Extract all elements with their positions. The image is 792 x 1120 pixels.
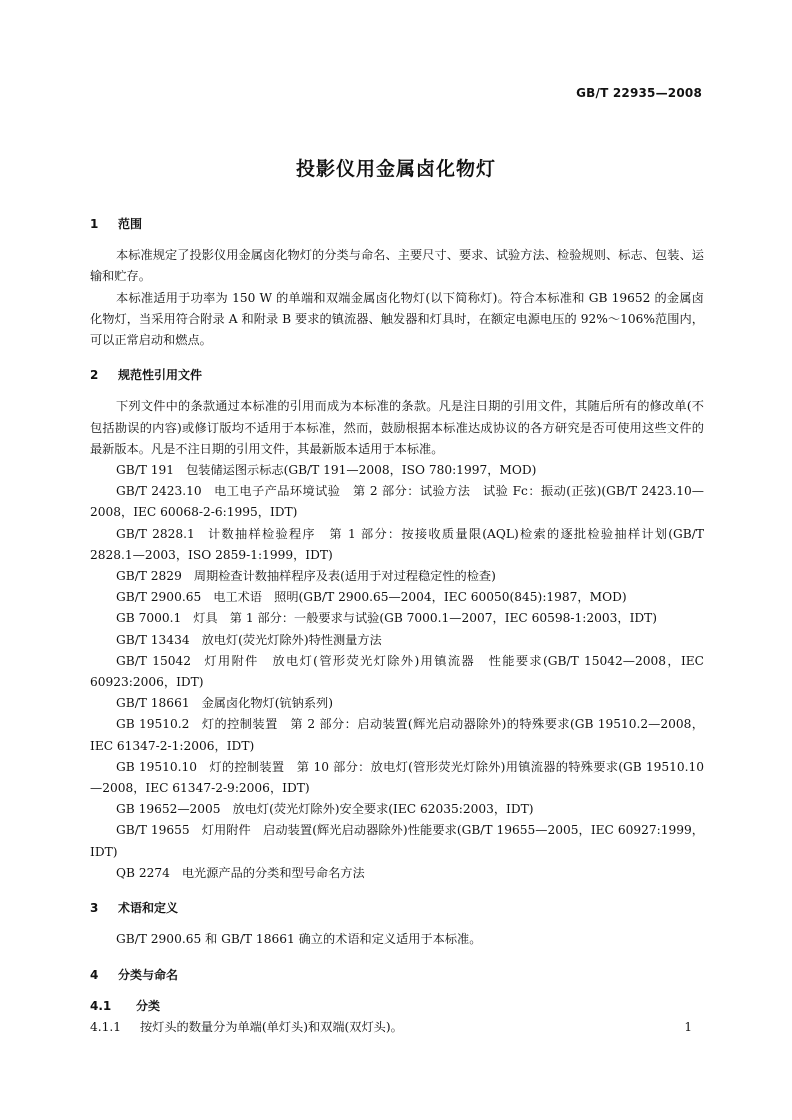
reference-item: GB 19652—2005 放电灯(荧光灯除外)安全要求(IEC 62035:2003，IDT) xyxy=(116,802,534,817)
reference-item: GB 19510.10 灯的控制装置 第 10 部分：放电灯(管形荧光灯除外)用镇流器的特殊要求(GB 19510.10—2008，IEC 61347-2-9:2006，IDT) xyxy=(90,759,704,796)
document-title: 投影仪用金属卤化物灯 xyxy=(295,158,496,180)
page-number: 1 xyxy=(684,1020,692,1034)
section-1-paragraph-2: 本标准适用于功率为 150 W 的单端和双端金属卤化物灯(以下简称灯)。符合本标准和 GB 19652 的金属卤化物灯，当采用符合附录 A 和附录 B 要求的镇流器、触发器和灯具时，在额定电源电压的 92%～106%范围内，可以正常启动和燃点。 xyxy=(90,290,704,348)
section-4-heading: 4 分类与命名 xyxy=(90,967,179,982)
reference-item: GB/T 19655 灯用附件 启动装置(辉光启动器除外)性能要求(GB/T 19655—2005，IEC 60927:1999，IDT) xyxy=(90,823,704,859)
reference-item: QB 2274 电光源产品的分类和型号命名方法 xyxy=(116,865,365,880)
subsection-4-1-heading: 4.1 分类 xyxy=(90,998,161,1013)
reference-item: GB/T 2829 周期检查计数抽样程序及表(适用于对过程稳定性的检查) xyxy=(116,569,496,584)
reference-item: GB/T 2828.1 计数抽样检验程序 第 1 部分：按接收质量限(AQL)检索的逐批检验抽样计划(GB/T 2828.1—2003，ISO 2859-1:1999，IDT) xyxy=(90,526,704,562)
document-body xyxy=(90,214,704,1038)
clause-4-1-1: 4.1.1 按灯头的数量分为单端(单灯头)和双端(双灯头)。 xyxy=(90,1019,403,1034)
reference-item: GB 7000.1 灯具 第 1 部分：一般要求与试验(GB 7000.1—2007，IEC 60598-1:2003，IDT) xyxy=(116,611,658,626)
section-1-heading: 1 范围 xyxy=(90,217,143,231)
reference-item: GB/T 13434 放电灯(荧光灯除外)特性测量方法 xyxy=(116,632,382,647)
section-3-paragraph: GB/T 2900.65 和 GB/T 18661 确立的术语和定义适用于本标准。 xyxy=(116,932,482,947)
standard-number: GB/T 22935—2008 xyxy=(576,86,702,100)
section-2-intro: 下列文件中的条款通过本标准的引用而成为本标准的条款。凡是注日期的引用文件，其随后所有的修改单(不包括勘误的内容)或修订版均不适用于本标准，然而，鼓励根据本标准达成协议的各方研究是否可使用这些文件的最新版本。凡是不注日期的引用文件，其最新版本适用于本标准。 xyxy=(90,399,704,456)
section-1-paragraph-1: 本标准规定了投影仪用金属卤化物灯的分类与命名、主要尺寸、要求、试验方法、检验规则、标志、包装、运输和贮存。 xyxy=(90,248,704,284)
reference-item: GB/T 18661 金属卤化物灯(钪钠系列) xyxy=(116,696,333,711)
reference-item: GB 19510.2 灯的控制装置 第 2 部分：启动装置(辉光启动器除外)的特殊要求(GB 19510.2—2008，IEC 61347-2-1:2006，IDT) xyxy=(90,717,704,753)
section-3-heading: 3 术语和定义 xyxy=(90,901,179,916)
reference-item: GB/T 2423.10 电工电子产品环境试验 第 2 部分：试验方法 试验 Fc：振动(正弦)(GB/T 2423.10—2008，IEC 60068-2-6:1995，IDT) xyxy=(90,484,704,520)
section-2-heading: 2 规范性引用文件 xyxy=(90,368,203,383)
reference-item: GB/T 15042 灯用附件 放电灯(管形荧光灯除外)用镇流器 性能要求(GB/T 15042—2008，IEC 60923:2006，IDT) xyxy=(90,653,704,690)
reference-item: GB/T 2900.65 电工术语 照明(GB/T 2900.65—2004，IEC 60050(845):1987，MOD) xyxy=(116,590,627,605)
reference-item: GB/T 191 包装储运图示标志(GB/T 191—2008，ISO 780:1997，MOD) xyxy=(116,463,537,478)
reference-list xyxy=(90,460,704,884)
